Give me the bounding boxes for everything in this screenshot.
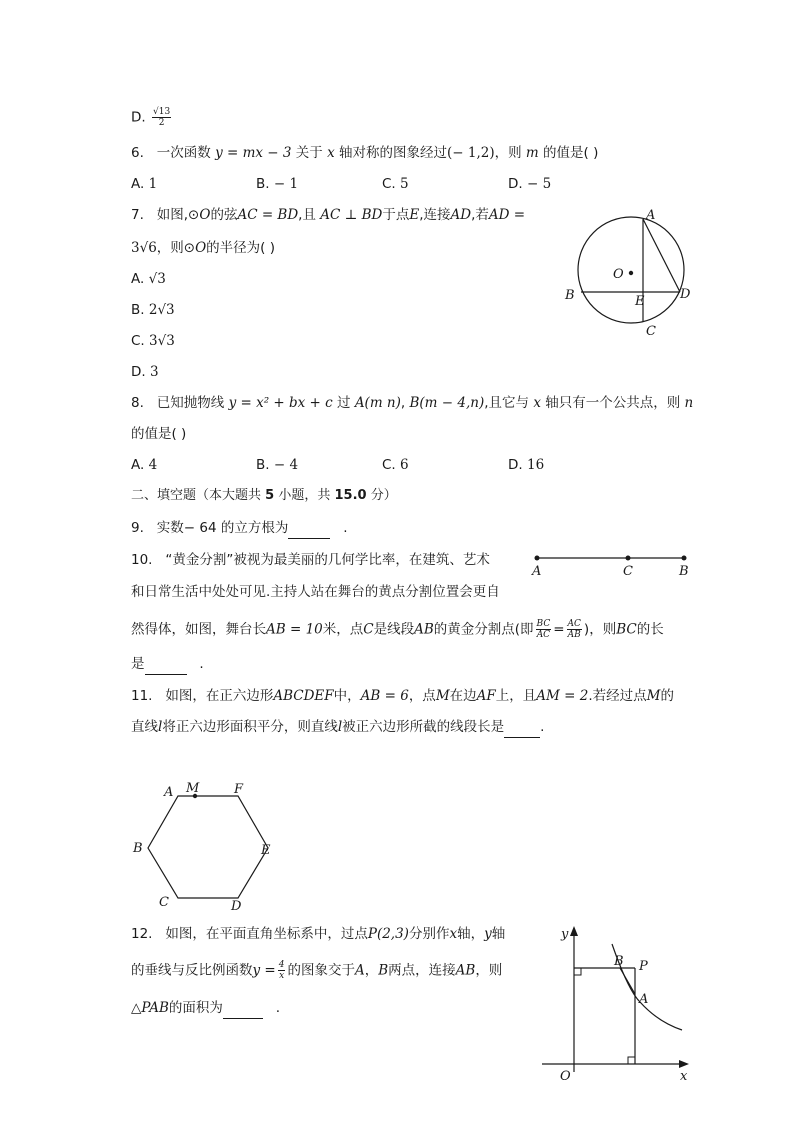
q6-stem: 6. 一次函数 y = mx − 3 关于 x 轴对称的图象经过(− 1,2)，则 m 的值是( ) <box>131 145 599 161</box>
q10-stem-line3: 然得体，如图，舞台长AB = 10米，点C是线段AB的黄金分割点(即 $\frac{BC}{AC}$ = $\frac{AC}{AB}$ )，则BC的长 <box>131 619 664 640</box>
label-d: D <box>231 899 242 912</box>
label-e: E <box>261 843 271 858</box>
q8-option-a: A. 4 <box>131 457 158 473</box>
point-a <box>535 556 540 561</box>
point-c <box>626 556 631 561</box>
q8-stem-line1: 8. 已知抛物线 y = x² + bx + c 过 A(m n), B(m − 4,n),且它与 x 轴只有一个公共点，则 n <box>131 395 694 411</box>
segment-ab <box>620 968 635 994</box>
label-a: A <box>164 785 174 800</box>
y-axis-arrow <box>570 926 578 936</box>
label-c: C <box>646 324 656 339</box>
q9-stem: 9. 实数− 64 的立方根为 . <box>131 518 348 539</box>
label-c: C <box>159 895 169 910</box>
q8-option-b: B. − 4 <box>256 457 299 473</box>
q8-option-d: D. 16 <box>508 457 545 473</box>
q10-stem-line2: 和日常生活中处处可见.主持人站在舞台的黄点分割位置会更自 <box>131 584 500 600</box>
q10-stem-line1: 10. “黄金分割”被视为最美丽的几何学比率，在建筑、艺术 <box>131 552 490 568</box>
q7-stem-line2: 3√6，则⊙O的半径为( ) <box>131 240 275 256</box>
q11-answer-blank[interactable] <box>504 717 540 738</box>
q7-circle-figure <box>555 205 705 340</box>
label-c: C <box>623 564 633 579</box>
q7-stem-line1: 7. 如图,⊙O的弦AC = BD,且 AC ⊥ BD于点E,连接AD,若AD = <box>131 207 526 223</box>
section2-title: 二、填空题（本大题共 5 小题，共 15.0 分） <box>131 488 397 503</box>
circle-o <box>578 217 684 323</box>
q11-stem-line1: 11. 如图，在正六边形ABCDEF中，AB = 6，点M在边AF上，且AM = 2.若经过点M的 <box>131 688 674 704</box>
x-axis-arrow <box>679 1060 689 1068</box>
label-a: A <box>532 564 542 579</box>
q8-stem-line2: 的值是( ) <box>131 426 187 442</box>
q7-option-a: A. √3 <box>131 271 166 287</box>
q6-option-b: B. − 1 <box>256 176 299 192</box>
q12-stem-line2: 的垂线与反比例函数y = $\frac{4}{x}$ 的图象交于A，B两点，连接AB，则 <box>131 960 503 981</box>
label-a: A <box>639 992 649 1007</box>
q9-answer-blank[interactable] <box>288 518 330 539</box>
q11-stem-line2: 直线l将正六边形面积平分，则直线l被正六边形所截的线段长是 . <box>131 717 544 738</box>
q5-option-d: D. $\frac{√13}{2}$ <box>131 107 171 128</box>
label-b: B <box>133 841 143 856</box>
q11-hexagon-figure <box>128 776 288 912</box>
label-e: E <box>635 294 645 309</box>
right-angle-x <box>628 1057 635 1064</box>
q6-option-a: A. 1 <box>131 176 158 192</box>
q10-stem-line4: 是 . <box>131 654 204 675</box>
q10-segment-figure <box>528 550 698 580</box>
label-y: y <box>561 927 569 942</box>
label-d: D <box>680 287 691 302</box>
q12-coordinate-figure <box>540 922 700 1087</box>
label-o: O <box>560 1069 571 1084</box>
point-b <box>682 556 687 561</box>
label-x: x <box>680 1069 688 1084</box>
label-m: M <box>186 781 200 796</box>
q12-answer-blank[interactable] <box>223 998 263 1019</box>
segment-ad <box>643 219 680 292</box>
label-o: O <box>613 267 624 282</box>
right-angle-y <box>574 968 581 975</box>
hexagon <box>148 796 268 898</box>
q10-answer-blank[interactable] <box>145 654 187 675</box>
q7-option-d: D. 3 <box>131 364 159 380</box>
q7-option-c: C. 3√3 <box>131 333 175 349</box>
label-a: A <box>646 208 656 223</box>
q6-option-d: D. − 5 <box>508 176 552 192</box>
label-b: B <box>614 954 624 969</box>
label-p: P <box>639 959 648 974</box>
label-f: F <box>234 782 244 797</box>
center-dot <box>629 271 633 275</box>
q5-option-d-fraction: $\frac{√13}{2}$ <box>152 107 171 128</box>
label-b: B <box>679 564 689 579</box>
q12-stem-line1: 12. 如图，在平面直角坐标系中，过点P(2,3)分别作x轴，y轴 <box>131 926 506 942</box>
q6-option-c: C. 5 <box>382 176 409 192</box>
q7-option-b: B. 2√3 <box>131 302 175 318</box>
q12-stem-line3: △PAB的面积为 . <box>131 998 280 1019</box>
label-b: B <box>565 288 575 303</box>
q8-option-c: C. 6 <box>382 457 409 473</box>
